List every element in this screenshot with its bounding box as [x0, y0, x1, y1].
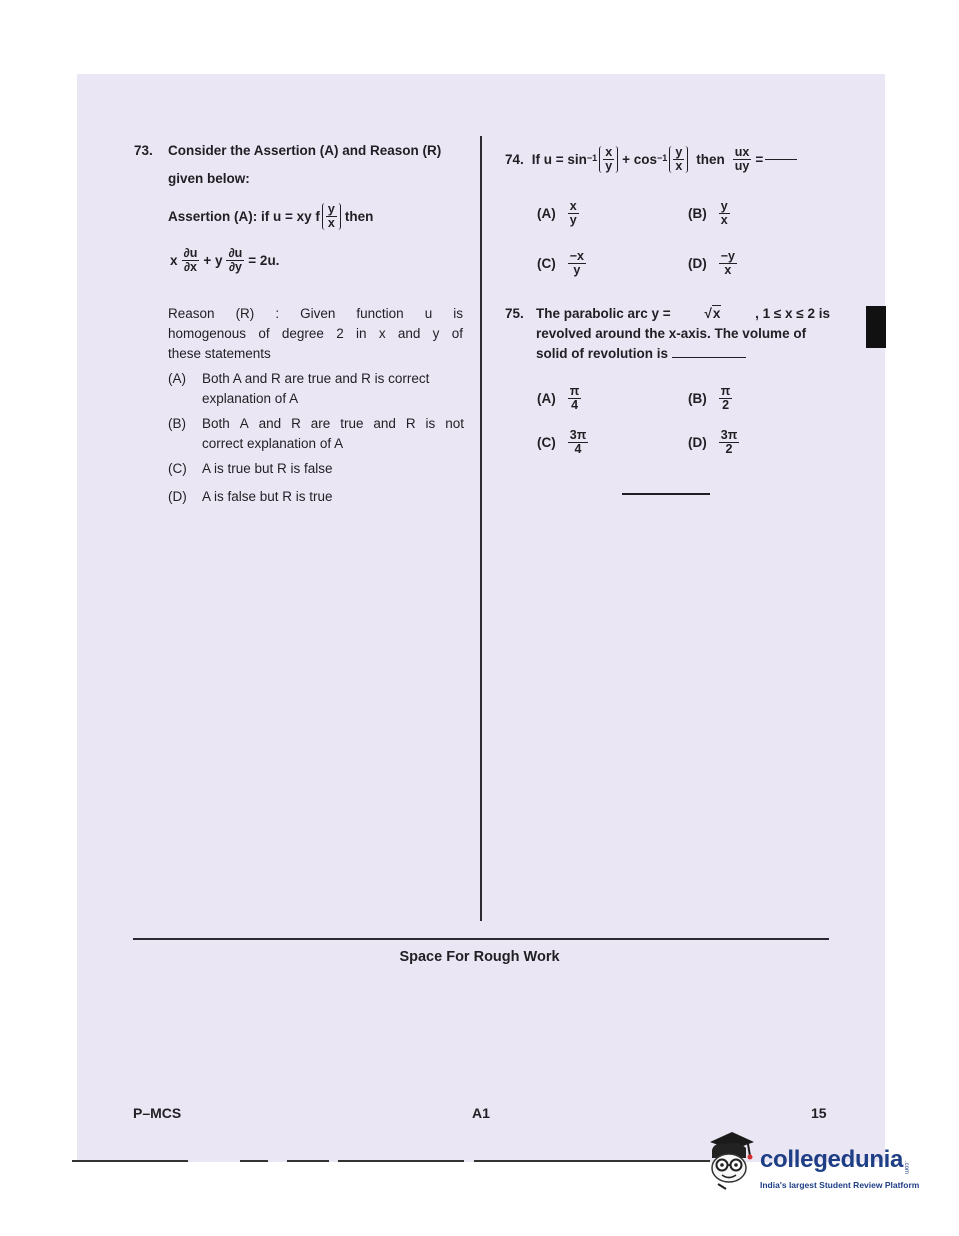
q73-reason-line3: these statements: [168, 346, 271, 361]
q73-option-a-line1: Both A and R are true and R is correct: [202, 371, 430, 386]
q75-option-b-label: (B): [688, 391, 707, 406]
q74-option-c-num: −x: [569, 249, 585, 263]
q75-option-b-den: 2: [722, 398, 730, 412]
q73-assertion: [168, 203, 373, 230]
q74-option-b[interactable]: [688, 200, 732, 227]
registration-mark: [866, 306, 886, 348]
q73-option-c[interactable]: [168, 459, 333, 479]
bottom-line-3: [287, 1160, 329, 1162]
q74-f1-den: y: [605, 159, 613, 173]
q74-option-a-label: (A): [537, 206, 556, 221]
q75-option-a-label: (A): [537, 391, 556, 406]
q75-sqrt: √x: [704, 306, 721, 321]
q73-eq-du2: ∂u: [228, 246, 243, 260]
q73-intro-line2: given below:: [168, 171, 250, 186]
q75-option-d-den: 2: [725, 442, 733, 456]
q73-option-c-label: (C): [168, 461, 187, 476]
q73-assertion-frac-num: y: [327, 202, 335, 216]
q73-eq-dy: ∂y: [228, 260, 242, 274]
q74-option-a-num: x: [569, 199, 577, 213]
q74-prefix: If u = sin: [531, 151, 587, 167]
q74-f2-den: x: [675, 159, 683, 173]
q75-option-a[interactable]: [537, 385, 583, 412]
q74-option-c-label: (C): [537, 256, 556, 271]
rough-work-heading: Space For Rough Work: [399, 949, 560, 965]
q75-option-d-label: (D): [688, 435, 707, 450]
q75-line1-a: The parabolic arc y =: [536, 306, 671, 321]
q73-option-d[interactable]: [168, 487, 333, 507]
q75-stem: [536, 304, 830, 364]
q74-f3-num: ux: [734, 145, 750, 159]
rough-work-divider: [133, 938, 829, 940]
q74-f1-num: x: [605, 145, 613, 159]
q74-option-d[interactable]: [688, 250, 739, 277]
q73-eq-du1: ∂u: [183, 246, 198, 260]
q74-f2-num: y: [675, 145, 683, 159]
q75-option-c[interactable]: [537, 429, 590, 456]
footer-page-number: 15: [811, 1105, 827, 1121]
footer-code: P–MCS: [133, 1105, 182, 1121]
footer-set: A1: [472, 1105, 490, 1121]
q74-option-d-den: x: [724, 263, 732, 277]
q74-option-b-label: (B): [688, 206, 707, 221]
q74-option-a[interactable]: [537, 200, 581, 227]
q74-inv2: −1: [657, 153, 668, 163]
column-divider: [480, 136, 482, 921]
q74-plus-cos: + cos: [622, 151, 658, 167]
q75-option-b[interactable]: [688, 385, 734, 412]
q75-option-b-num: π: [720, 384, 731, 398]
q73-eq-x: x: [170, 252, 178, 268]
q73-eq-rhs: = 2u.: [248, 252, 280, 268]
q73-assertion-frac-den: x: [327, 216, 335, 230]
q73-option-a-line2: explanation of A: [202, 391, 299, 406]
q74-f3-den: uy: [734, 159, 750, 173]
q74-option-a-den: y: [569, 213, 577, 227]
bottom-line-4: [338, 1160, 464, 1162]
q75-option-c-num: 3π: [569, 428, 587, 442]
q75-option-d[interactable]: [688, 429, 741, 456]
q74-option-c[interactable]: [537, 250, 588, 277]
logo-name: collegedunia: [760, 1146, 904, 1173]
q73-option-a[interactable]: [168, 369, 464, 409]
q73-number: 73.: [134, 143, 153, 158]
q74-eq: =: [755, 151, 764, 167]
q74-option-d-label: (D): [688, 256, 707, 271]
logo-suffix: .com: [903, 1160, 910, 1174]
q75-option-c-den: 4: [574, 442, 582, 456]
q73-option-d-text: A is false but R is true: [202, 489, 333, 504]
bottom-line-2: [240, 1160, 268, 1162]
q75-option-c-label: (C): [537, 435, 556, 450]
q74-inv1: −1: [586, 153, 598, 163]
end-of-questions-line: [622, 493, 710, 495]
q75-sqrt-arg: x: [712, 306, 721, 321]
bottom-line-5: [474, 1160, 710, 1162]
q73-assertion-prefix: Assertion (A): if u = xy f: [168, 208, 320, 224]
q73-option-d-label: (D): [168, 489, 187, 504]
q75-number: 75.: [505, 306, 524, 321]
q75-option-d-num: 3π: [720, 428, 738, 442]
q75-line3: solid of revolution is: [536, 346, 669, 361]
q75-option-a-num: π: [569, 384, 580, 398]
q74-option-d-num: −y: [720, 249, 736, 263]
bottom-line-1: [72, 1160, 188, 1162]
q74-stem: [505, 146, 797, 173]
q74-option-c-den: y: [573, 263, 581, 277]
q74-number: 74.: [505, 151, 524, 167]
q74-option-b-den: x: [720, 213, 728, 227]
q75-line1-b: , 1 ≤ x ≤ 2 is: [755, 306, 830, 321]
q73-option-a-label: (A): [168, 371, 186, 386]
collegedunia-mascot-icon: [704, 1128, 756, 1190]
q75-line2: revolved around the x-axis. The volume of: [536, 326, 807, 341]
q73-eq-dx: ∂x: [183, 260, 197, 274]
q74-answer-blank: [765, 159, 797, 160]
q73-assertion-suffix: then: [344, 208, 374, 224]
q73-option-b-line2: correct explanation of A: [202, 436, 344, 451]
q75-option-a-den: 4: [571, 398, 579, 412]
q73-option-c-text: A is true but R is false: [202, 461, 333, 476]
q73-eq-plus-y: + y: [203, 252, 223, 268]
q74-option-b-num: y: [720, 199, 728, 213]
q74-then: then: [696, 151, 725, 167]
logo-tagline: India's largest Student Review Platform: [760, 1180, 920, 1190]
q73-option-b-label: (B): [168, 416, 186, 431]
q73-equation: [170, 247, 279, 274]
q73-option-b[interactable]: (B) Both A and R are true and R is not correct explanation of A: [168, 414, 464, 454]
q73-reason: Reason (R) : Given function u is homogenous of degree 2 in x and y of these statements: [168, 304, 463, 364]
q75-answer-blank: [672, 357, 746, 358]
q73-intro-line1: Consider the Assertion (A) and Reason (R): [168, 143, 442, 158]
collegedunia-logo: [760, 1146, 909, 1174]
